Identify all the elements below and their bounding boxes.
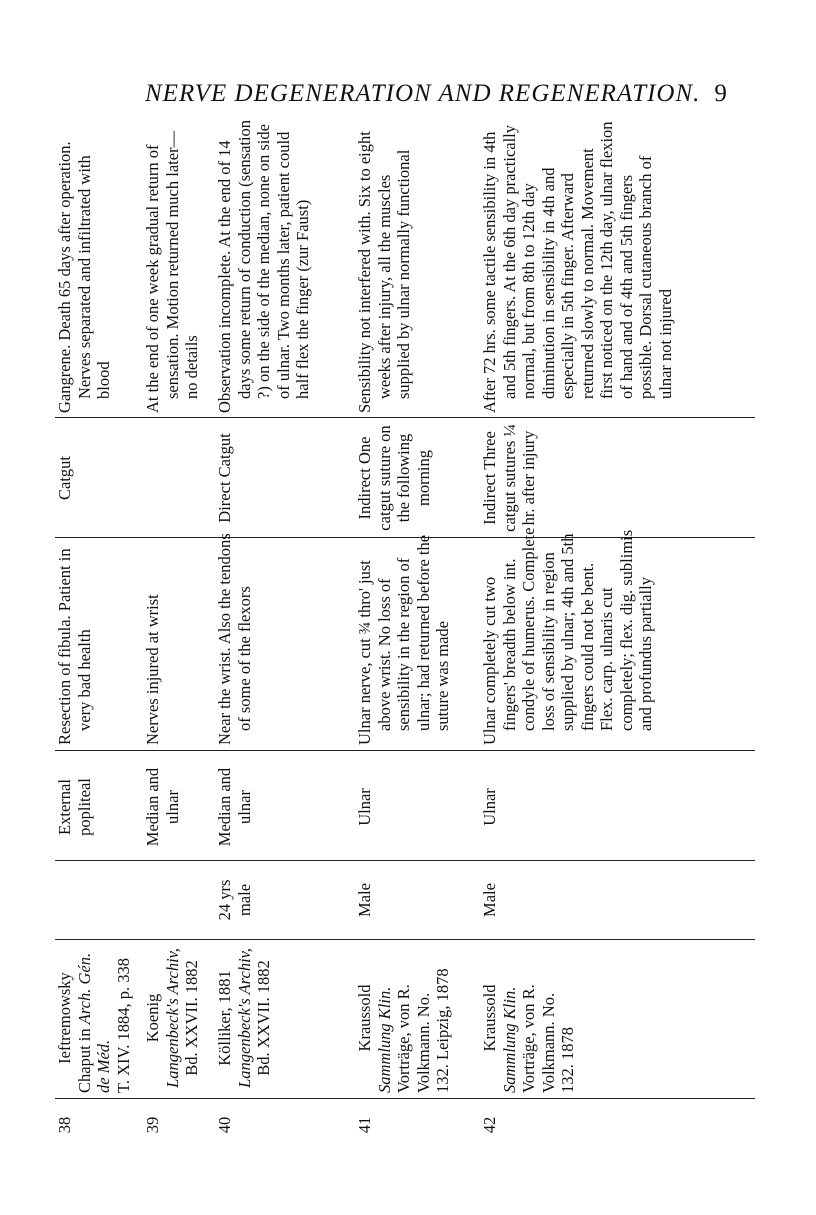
case-number: 42 <box>480 1116 499 1134</box>
case-injury: Ulnar nerve, cut ¾ thro' just above wrist. No loss of sensibility in the region of ulnar; had returned before the suture was made <box>355 534 452 745</box>
case-nerve: Ulnar <box>355 788 374 826</box>
case-operation: Indirect One catgut suture on the following morning <box>355 425 433 531</box>
case-result: After 72 hrs. some tactile sensibility in 4th and 5th fingers. At the 6th day practically normal, but from 8th to 12th day diminution in sensibility in 4th and especially in 5th finger. Afterward returned slowly to normal. Movement first noticed on the 12th day, ulnar flexion of hand and of 4th and 5th fingers possible. Dorsal cutaneous branch of ulnar not injured <box>480 121 675 413</box>
case-injury: Near the wrist. Also the tendons of some of the flexors <box>215 533 254 745</box>
case-result: At the end of one week gradual return of sensation. Motion returned much later—no details <box>143 130 201 413</box>
case-number: 40 <box>215 1116 234 1134</box>
case-nerve: Median and ulnar <box>143 767 182 847</box>
case-result: Gangrene. Death 65 days after operation. Nerves separated and infiltrated with blood <box>55 141 113 413</box>
case-number: 38 <box>55 1116 74 1134</box>
case-age: Male <box>480 883 499 917</box>
page-number: 9 <box>714 80 728 107</box>
case-age: Male <box>355 883 374 917</box>
case-nerve: External popliteal <box>55 778 94 836</box>
case-injury: Ulnar completely cut two fingers' breadth below int. condyle of humerus. Complete loss of sensibility in region supplied by ulnar; 4th and 5th fingers could not be bent. Flex. carp. ulnaris cut completely; flex. dig. sublimis and profundus partially <box>480 527 655 745</box>
case-author: Kölliker, 1881 Langenbeck's Archiv, Bd. XXVII. 1882 <box>215 948 273 1088</box>
column-rule <box>55 860 755 861</box>
column-rule <box>55 750 755 751</box>
case-author: Koenig Langenbeck's Archiv, Bd. XXVII. 1882 <box>143 948 201 1088</box>
case-author: Ieftremowsky Chaput in Arch. Gén. de Méd. T. XIV. 1884, p. 338 <box>55 952 133 1093</box>
case-operation: Indirect Three catgut sutures ¼ hr. after injury <box>480 424 538 532</box>
case-table <box>55 115 755 1145</box>
running-header <box>145 80 765 110</box>
case-injury: Nerves injured at wrist <box>143 594 162 745</box>
column-rule <box>55 417 755 418</box>
case-nerve: Median and ulnar <box>215 767 254 847</box>
case-result: Observation incomplete. At the end of 14 days some return of conduction (sensation ?) on the side of the median, none on side of ulnar. Two months later, patient could half flex the finger (zur Faust) <box>215 119 312 413</box>
header-title: NERVE DEGENERATION AND REGENERATION. <box>145 80 701 107</box>
column-rule <box>55 939 755 940</box>
case-operation: Direct Catgut <box>215 433 234 523</box>
case-author: Kraussold Sammlung Klin. Vorträge, von R. Volkmann. No. 132. 1878 <box>480 984 577 1093</box>
case-result: Sensibility not interfered with. Six to eight weeks after injury, all the muscles supplied by ulnar normally functional <box>355 131 413 413</box>
case-author: Kraussold Sammlung Klin. Vorträge, von R. Volkmann. No. 132. Leipzig, 1878 <box>355 968 452 1093</box>
column-rule <box>55 1098 755 1099</box>
case-number: 39 <box>143 1116 162 1134</box>
case-operation: Catgut <box>55 456 74 500</box>
case-nerve: Ulnar <box>480 788 499 826</box>
case-injury: Resection of fibula. Patient in very bad health <box>55 548 94 745</box>
case-number: 41 <box>355 1116 374 1134</box>
case-age: 24 yrs male <box>215 879 254 921</box>
